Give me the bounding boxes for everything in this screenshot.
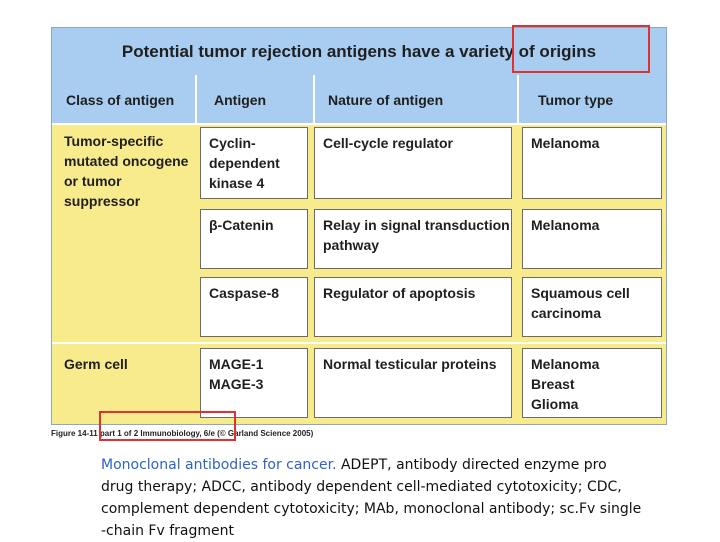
note-line [101,454,681,476]
highlight-box-title [512,25,650,73]
class-line: mutated oncogene [64,153,189,169]
nature-cell [314,277,512,337]
antigen-cell [200,277,308,337]
note-line: complement dependent cytotoxicity; MAb, monoclonal antibody; sc.Fv single [101,501,642,517]
header-antigen: Antigen [214,92,267,108]
antigen-table-figure [51,27,667,425]
abbreviation-note [101,454,681,542]
header-divider [313,75,315,125]
header-divider [517,75,519,125]
cell-line: dependent [209,155,280,171]
nature-cell [314,127,512,199]
note-line: -chain Fv fragment [101,523,234,539]
note-lead: Monoclonal antibodies for cancer. [101,457,337,473]
antigen-cell [200,127,308,199]
class-line: Tumor-specific [64,133,164,149]
header-tumor-type: Tumor type [538,92,614,108]
highlight-box-caption [99,411,236,441]
class-cell-tumor-specific [56,125,194,217]
cell-line: Melanoma [531,217,600,233]
figure-caption: Figure 14-11 part 1 of 2 Immunobiology, 6/e (© Garland Science 2005) [51,429,314,438]
class-line: or tumor [64,173,122,189]
note-line: drug therapy; ADCC, antibody dependent cell-mediated cytotoxicity; CDC, [101,479,622,495]
cell-line: pathway [323,237,380,253]
class-line: Germ cell [64,356,128,372]
cell-line: MAGE-3 [209,376,264,392]
cell-line: β-Catenin [209,217,274,233]
cell-line: Caspase-8 [209,285,280,301]
cell-line: Relay in signal transduction [323,217,510,233]
antigen-cell [200,209,308,269]
cell-line: Glioma [531,396,579,412]
tumor-type-cell [522,277,662,337]
group-divider [52,342,666,344]
nature-cell [314,348,512,418]
header-divider [195,75,197,125]
cell-line: Squamous cell [531,285,630,301]
class-cell-germ-cell [56,348,194,380]
cell-line: Cyclin- [209,135,256,151]
note-text: ADEPT, antibody directed enzyme pro [336,457,607,473]
cell-line: Melanoma [531,356,600,372]
nature-cell [314,209,512,269]
cell-line: Breast [531,376,575,392]
cell-line: Melanoma [531,135,600,151]
figure-title: Potential tumor rejection antigens have a variety of origins [52,28,666,77]
header-nature-of-antigen: Nature of antigen [328,92,444,108]
table-header-row [52,75,666,125]
antigen-cell [200,348,308,418]
class-line: suppressor [64,193,141,209]
tumor-type-cell [522,209,662,269]
tumor-type-cell [522,127,662,199]
cell-line: kinase 4 [209,175,265,191]
cell-line: Cell-cycle regulator [323,135,453,151]
cell-line: Regulator of apoptosis [323,285,476,301]
cell-line: Normal testicular proteins [323,356,497,372]
cell-line: carcinoma [531,305,602,321]
header-class-of-antigen: Class of antigen [66,92,175,108]
cell-line: MAGE-1 [209,356,264,372]
tumor-type-cell [522,348,662,418]
